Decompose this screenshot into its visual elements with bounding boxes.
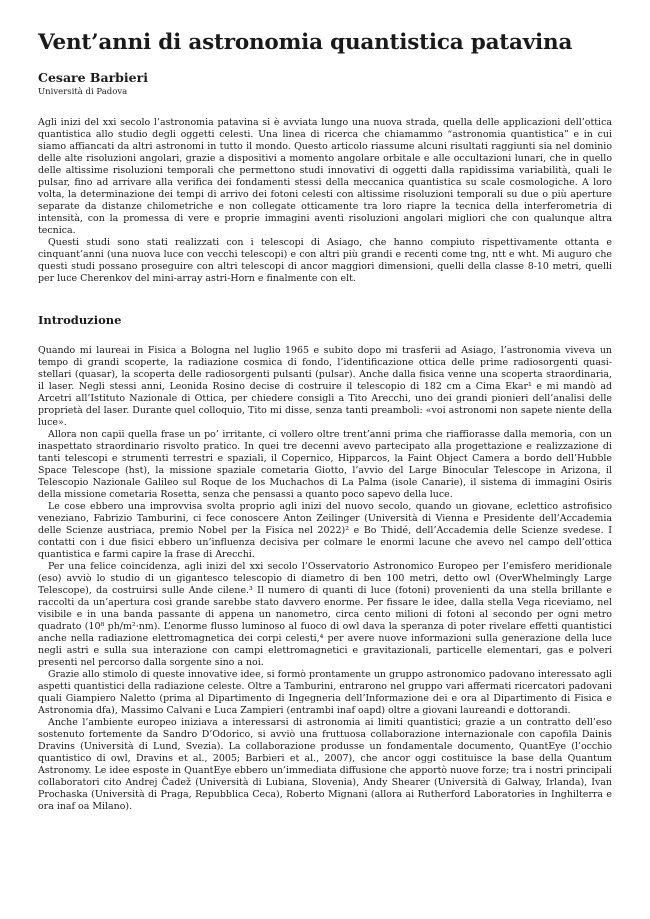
abstract: [38, 117, 612, 285]
abstract-paragraph: Agli inizi del xxi secolo l’astronomia patavina si è avviata lungo una nuova strada, quella delle applicazioni dell’ottica quantistica allo studio degli oggetti celesti. Una linea di ricerca che chiamammo “astronomia quantistica” e in cui siamo affiancati da altri astronomi in tutto il mondo. Questo articolo riassume alcuni risultati raggiunti sia nel dominio delle alte risoluzioni angolari, grazie a dispositivi a momento angolare orbitale e alle occultazioni lunari, che in quello delle altissime risoluzioni temporali che permettono studi innovativi di oggetti dalla rapidissima variabilità, quali le pulsar, fino ad arrivare alla verifica dei fondamenti stessi della meccanica quantistica su scale cosmologiche. A loro volta, la determinazione dei tempi di arrivo dei fotoni celesti con altissime risoluzioni temporali su due o più aperture separate da distanze chilometriche e non collegate otticamente tra loro riapre la tecnica della interferometria di intensità, con la promessa di vere e proprie immagini aventi risoluzioni angolari migliori che con qualunque altra tecnica.: [38, 116, 612, 236]
article-title: Vent’anni di astronomia quantistica patavina: [38, 30, 573, 55]
author-affiliation: Università di Padova: [38, 86, 128, 97]
body-paragraph: Quando mi laureai in Fisica a Bologna nel luglio 1965 e subito dopo mi trasferii ad Asiago, l’astronomia viveva un tempo di grandi scoperte, la radiazione cosmica di fondo, l’identificazione ottica delle prime radiosorgenti quasi-stellari (quasar), la scoperta delle radiosorgenti pulsanti (pulsar). Anche dalla fisica venne una scoperta straordinaria, il laser. Negli stessi anni, Leonida Rosino decise di costruire il telescopio di 182 cm a Cima Ekar¹ e mi mandò ad Arcetri all’Istituto Nazionale di Ottica, per chiedere consigli a Tito Arecchi, uno dei grandi pionieri dell’analisi delle proprietà del laser. Durante quel colloquio, Tito mi disse, senza tanti preamboli: «voi astronomi non sapete niente della luce».: [38, 344, 612, 428]
section-heading: Introduzione: [38, 312, 122, 327]
body-paragraph: Anche l’ambiente europeo iniziava a interessarsi di astronomia ai limiti quantistici; grazie a un contratto dell’eso sostenuto fortemente da Sandro D’Odorico, si avviò una fruttuosa collaborazione internazionale con capofila Dainis Dravins (Università di Lund, Svezia). La collaborazione produsse un fondamentale documento, QuantEye (l’occhio quantistico di owl, Dravins et al., 2005; Barbieri et al., 2007), che ancor oggi costituisce la base della Quantum Astronomy. Le idee esposte in QuantEye ebbero un’immediata diffusione che apportò nuove forze; tra i nostri principali collaboratori cito Andrej Čadež (Università di Lubiana, Slovenia), Andy Shearer (Università di Galway, Irlanda), Ivan Prochaska (Università di Praga, Repubblica Ceca), Roberto Mignani (allora ai Rutherford Laboratories in Inghilterra e ora inaf oa Milano).: [38, 716, 612, 812]
body-paragraph: Allora non capii quella frase un po’ irritante, ci vollero oltre trent’anni prima che riaffiorasse dalla memoria, con un inaspettato straordinario risvolto pratico. In quei tre decenni avevo partecipato alla progettazione e realizzazione di tanti telescopi e strumenti terrestri e spaziali, il Copernico, Hipparcos, la Faint Object Camera a bordo dell’Hubble Space Telescope (hst), la missione spaziale cometaria Giotto, l’avvio del Large Binocular Telescope in Arizona, il Telescopio Nazionale Galileo sul Roque de los Muchachos di La Palma (isole Canarie), il sistema di immagini Osiris della missione cometaria Rosetta, senza che pensassi a quanto poco sapevo della luce.: [38, 428, 612, 500]
abstract-paragraph: Questi studi sono stati realizzati con i telescopi di Asiago, che hanno compiuto rispettivamente ottanta e cinquant’anni (una nuova luce con vecchi telescopi) e con altri più grandi e recenti come tng, ntt e wht. Mi auguro che questi studi possano proseguire con altri telescopi di ancor maggiori dimensioni, quelli della classe 8-10 metri, quelli per luce Cherenkov del mini-array astri-Horn e finalmente con elt.: [38, 236, 612, 284]
body-paragraph: Grazie allo stimolo di queste innovative idee, si formò prontamente un gruppo astronomico padovano interessato agli aspetti quantistici della radiazione celeste. Oltre a Tamburini, entrarono nel gruppo vari affermati ricercatori padovani quali Giampiero Naletto (prima al Dipartimento di Ingegneria dell’Informazione dei e ora al Dipartimento di Fisica e Astronomia dfa), Massimo Calvani e Luca Zampieri (entrambi inaf oapd) oltre a giovani laureandi e dottorandi.: [38, 668, 612, 716]
body-paragraph: Per una felice coincidenza, agli inizi del xxi secolo l’Osservatorio Astronomico Europeo per l’emisfero meridionale (eso) avviò lo studio di un gigantesco telescopio di diametro di ben 100 metri, detto owl (OverWhelmingly Large Telescope), da costruirsi sulle Ande cilene.³ Il numero di quanti di luce (fotoni) provenienti da una stella brillante e raccolti da un’apertura così grande sarebbe stato davvero enorme. Per fissare le idee, dalla stella Vega riceviamo, nel visibile e in una banda passante di appena un nanometro, circa cento milioni di fotoni al secondo per ogni metro quadrato (10⁸ ph/m²·nm). L’enorme flusso luminoso al fuoco di owl dava la speranza di poter rivelare effetti quantistici anche nella radiazione elettromagnetica dei corpi celesti,⁴ per avere nuove informazioni sulla generazione della luce negli astri e sulla sua interazione con campi elettromagnetici e gravitazionali, particelle elementari, gas e polveri presenti nel percorso dalla sorgente sino a noi.: [38, 560, 612, 668]
author-name: Cesare Barbieri: [38, 69, 148, 85]
body-paragraph: Le cose ebbero una improvvisa svolta proprio agli inizi del nuovo secolo, quando un giovane, eclettico astrofisico veneziano, Fabrizio Tamburini, ci fece conoscere Anton Zeilinger (Università di Vienna e Presidente dell’Accademia delle Scienze austriaca, premio Nobel per la Fisica nel 2022)² e Bo Thidé, dell’Accademia delle Scienze svedese. I contatti con i due fisici ebbero un’influenza decisiva per colmare le enormi lacune che avevo nel campo dell’ottica quantistica e farmi capire la frase di Arecchi.: [38, 500, 612, 560]
section-body: [38, 345, 612, 813]
